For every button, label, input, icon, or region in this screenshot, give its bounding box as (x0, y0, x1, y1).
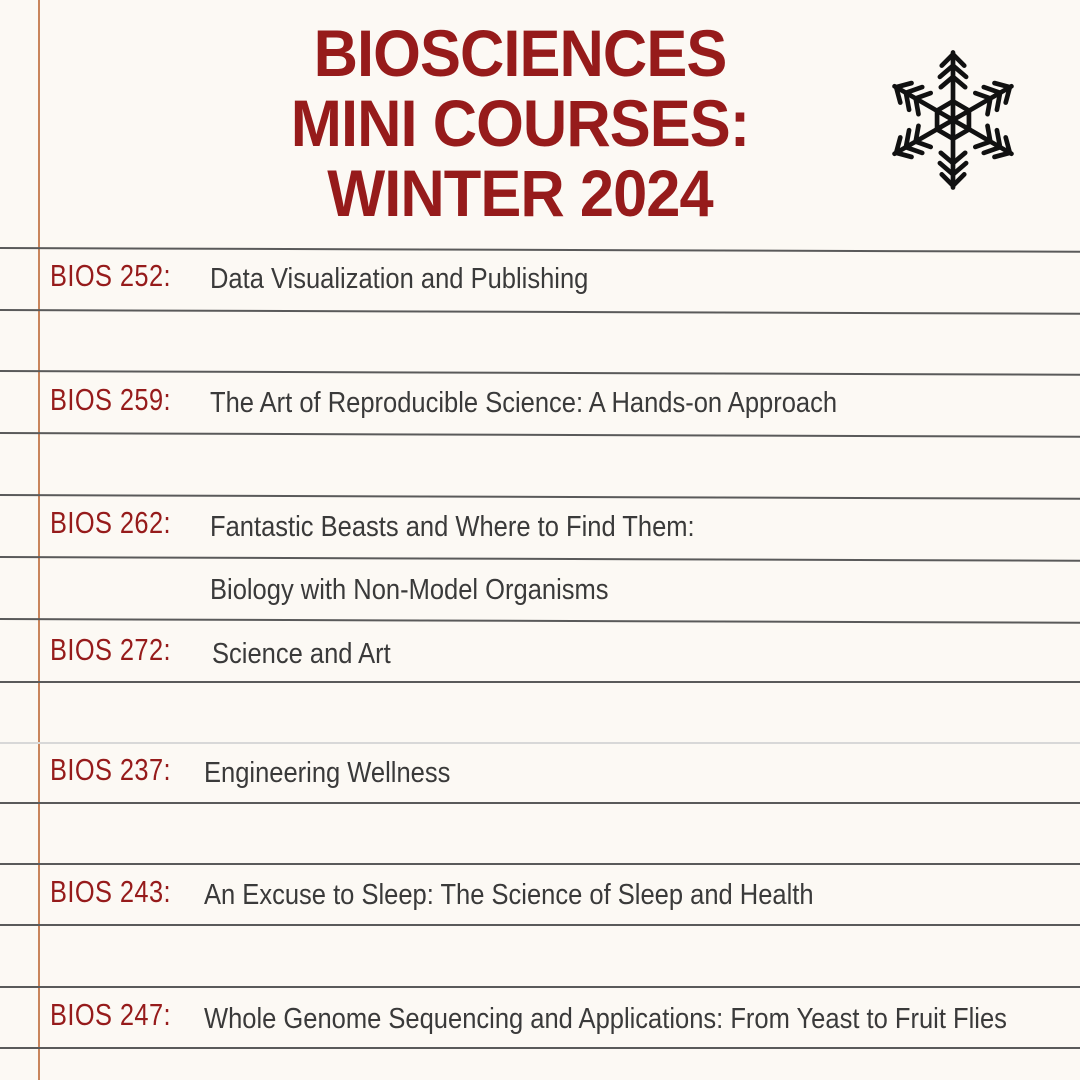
ruled-line (0, 802, 1080, 804)
title-line-3: WINTER 2024 (327, 156, 713, 230)
course-code: BIOS 259: (50, 382, 171, 417)
title-line-2: MINI COURSES: (290, 86, 750, 160)
title-line-1: BIOSCIENCES (313, 16, 727, 90)
course-title-continued: Biology with Non-Model Organisms (210, 574, 609, 606)
ruled-line (0, 494, 1080, 499)
ruled-line (0, 986, 1080, 988)
course-title: Science and Art (212, 638, 391, 670)
course-title: Engineering Wellness (204, 757, 451, 789)
course-title: The Art of Reproducible Science: A Hands-on Approach (210, 387, 838, 419)
ruled-line (0, 432, 1080, 437)
notebook-margin-line (38, 0, 40, 1080)
course-title: Whole Genome Sequencing and Applications: From Yeast to Fruit Flies (204, 1003, 1007, 1035)
course-code: BIOS 243: (50, 874, 171, 909)
course-code: BIOS 252: (50, 258, 171, 293)
course-code: BIOS 262: (50, 505, 171, 540)
ruled-line (0, 556, 1080, 561)
ruled-line (0, 618, 1080, 623)
ruled-line (0, 309, 1080, 314)
ruled-line (0, 370, 1080, 375)
ruled-line (0, 863, 1080, 865)
course-title: An Excuse to Sleep: The Science of Sleep and Health (204, 879, 814, 911)
ruled-line (0, 247, 1080, 252)
snowflake-icon (878, 40, 1028, 200)
page-title (222, 18, 817, 228)
course-title: Fantastic Beasts and Where to Find Them: (210, 511, 695, 543)
course-code: BIOS 237: (50, 752, 171, 787)
ruled-line (0, 924, 1080, 926)
course-title: Data Visualization and Publishing (210, 263, 589, 295)
ruled-line (0, 1047, 1080, 1049)
ruled-line (0, 681, 1080, 683)
course-code: BIOS 247: (50, 997, 171, 1032)
course-code: BIOS 272: (50, 632, 171, 667)
ruled-line (0, 742, 1080, 744)
